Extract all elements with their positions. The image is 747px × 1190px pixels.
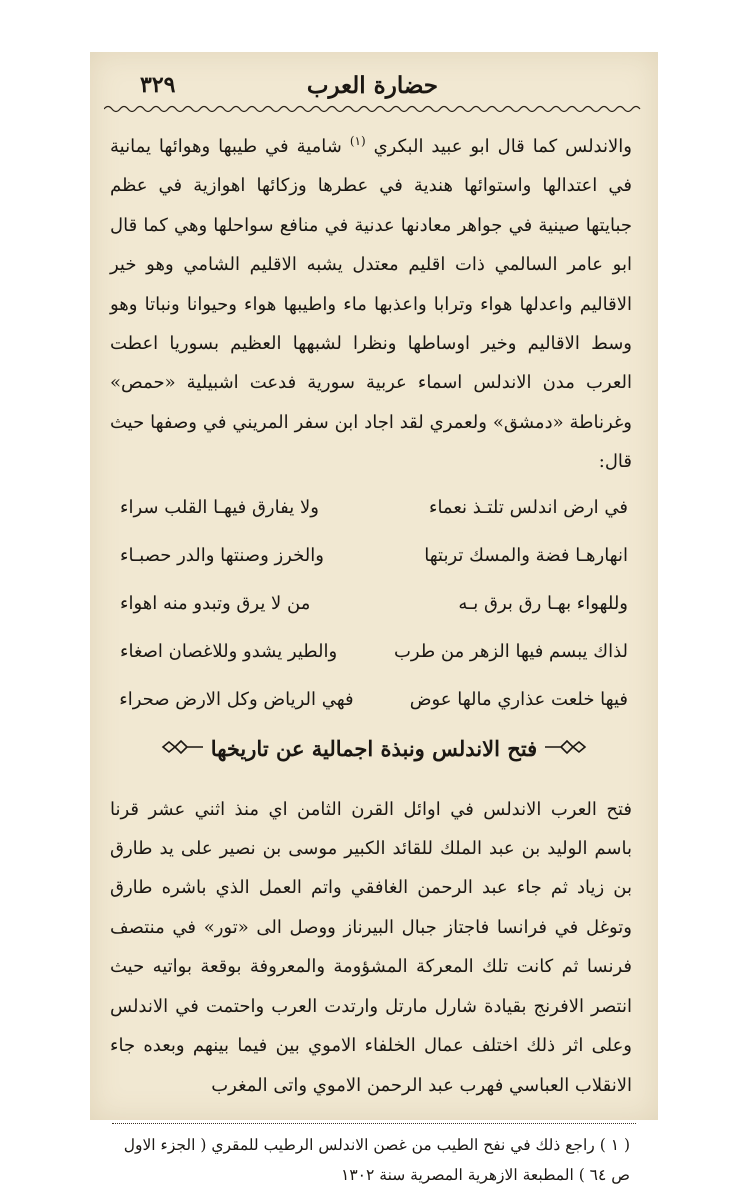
footnote-line: ص ٦٤ ) المطبعة الازهرية المصرية سنة ١٣٠٢ <box>341 1165 630 1184</box>
verse-second-hemistich: والطير يشدو وللاغصان اصغاء <box>120 641 338 663</box>
ornament-icon <box>161 739 205 759</box>
intro-paragraph-text: اعتدالها واستوائها هندية في عطرها وزكائها اهوازية في عظم جبايتها صينية في جواهر معادنها عدنية في منافع سواحلها وهي كما قال ابو عامر السالمي ذات اقليم معتدل يشبه الاقليم الشامي وهو خير الاقاليم واعدلها هواء وترابا واعذبها ماء واطيبها هواء وحيوانا ونباتا وهو وسط الاقاليم وخير اوساطها ونظرا لشبهها العظيم بسوريا اعطت العرب مدن الاندلس اسماء عربية سورية فدعت اشبيلية «حمص» وغرناطة «دمشق» ولعمري لقد اجاد ابن سفر المريني في وصفها حيث قال: <box>110 175 632 473</box>
poem <box>120 484 628 724</box>
section-heading <box>100 726 648 772</box>
page-number: ٣٢٩ <box>140 72 176 98</box>
verse-first-hemistich: لذاك يبسم فيها الزهر من طرب <box>393 641 628 663</box>
history-paragraph <box>110 790 632 1105</box>
verse-first-hemistich: فيها خلعت عذاري مالها عوض <box>409 689 628 711</box>
intro-line-continuation: شامية في طيبها وهوائها يمانية في <box>110 136 632 197</box>
wavy-rule-divider <box>104 104 644 114</box>
verse-second-hemistich: من لا يرق وتبدو منه اهواء <box>120 593 311 615</box>
verse-first-hemistich: انهارهـا فضة والمسك تربتها <box>424 545 628 567</box>
verse-first-hemistich: في ارض اندلس تلتـذ نعماء <box>428 497 628 519</box>
intro-line-start: والاندلس كما قال ابو عبيد البكري <box>373 136 632 157</box>
footnote <box>116 1130 630 1190</box>
poem-verse <box>120 532 628 580</box>
poem-verse <box>120 484 628 532</box>
footnote-divider <box>112 1123 636 1124</box>
verse-second-hemistich: والخرز وصنتها والدر حصبـاء <box>120 545 324 567</box>
verse-second-hemistich: فهي الرياض وكل الارض صحراء <box>119 689 354 711</box>
poem-verse <box>120 676 628 724</box>
footnote-line: ( ١ ) راجع ذلك في نفح الطيب من غصن الاندلس الرطيب للمقري ( الجزء الاول <box>123 1135 630 1154</box>
running-title: حضارة العرب <box>306 72 438 99</box>
section-heading-text: فتح الاندلس ونبذة اجمالية عن تاريخها <box>210 736 538 762</box>
ornament-icon <box>543 739 587 759</box>
poem-verse <box>120 580 628 628</box>
book-page <box>100 60 648 1190</box>
history-paragraph-text: فتح العرب الاندلس في اوائل القرن الثامن اي منذ اثني عشر قرنا باسم الوليد بن عبد الملك للقائد الكبير موسى بن نصير على يد طارق بن زياد ثم جاء عبد الرحمن الغافقي واتم العمل الذي باشره طارق وتوغل في فرانسا فاجتاز جبال البيرناز ووصل الى «تور» في منتصف فرنسا ثم كانت تلك المعركة المشؤومة والمعروفة بوقعة بواتيه حيث انتصر الافرنج بقيادة شارل مارتل وارتدت العرب واحتمت في الاندلس وعلى اثر ذلك اختلف عمال الخلفاء الاموي بين فيما بينهم وبعده جاء الانقلاب العباسي فهرب عبد الرحمن الاموي واتى المغرب <box>110 798 632 1096</box>
poem-verse <box>120 628 628 676</box>
intro-paragraph <box>110 122 632 482</box>
verse-second-hemistich: ولا يفارق فيهـا القلب سراء <box>120 497 319 519</box>
running-head <box>100 60 648 104</box>
verse-first-hemistich: وللهواء بهـا رق برق بـه <box>458 593 628 615</box>
footnote-reference: (١) <box>349 134 366 148</box>
